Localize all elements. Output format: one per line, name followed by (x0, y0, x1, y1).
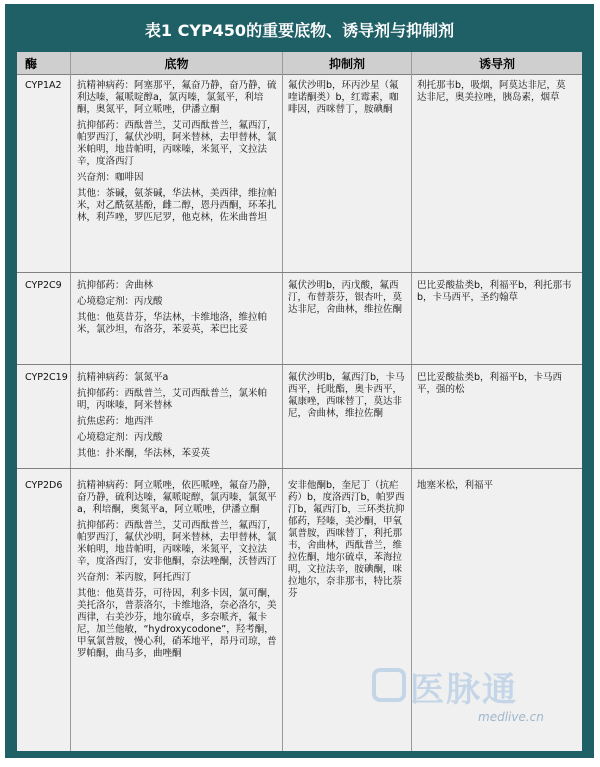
inhibitor-cell: 安非他酮b，奎尼丁（抗疟药）b，度洛西汀b，帕罗西汀b，氟西汀b，三环类抗抑郁药，羟嗪，美沙酮，甲氧氯普胺，西咪替丁，利托那韦，舍曲林，西酞普兰，维拉佐酮，地尔硫卓，苯海拉明，文拉法辛，胺碘酮，咪拉地尔，奈非那韦，特比萘芬 (288, 480, 405, 599)
enzyme-cyp2c9: CYP2C9 (25, 280, 62, 291)
substrate-group: 其他：他莫昔芬，华法林，卡维地洛，维拉帕米，氯沙坦，布洛芬，苯妥英，苯巴比妥 (77, 312, 268, 335)
col-divider (70, 52, 71, 751)
inducer-cell: 巴比妥酸盐类b，利福平b，利托那韦b，卡马西平，圣约翰草 (417, 280, 572, 303)
substrate-group: 其他：茶碱，氨茶碱，华法林，美西律，维拉帕米，对乙酰氨基酚，雌二醇，恩丹西酮，环苯扎林，利芦唑，罗匹尼罗，他克林，佐米曲普坦 (77, 188, 277, 223)
enzyme-cyp1a2: CYP1A2 (25, 80, 62, 91)
substrate-group: 抗抑郁药：西酞普兰，艾司西酞普兰，氟西汀，帕罗西汀，氟伏沙明，阿米替林，去甲替林，氯米帕明，地昔帕明，丙咪嗪，米氮平，文拉法辛，度洛西汀，安非他酮，奈法唑酮，沃替西汀 (77, 520, 277, 567)
substrate-group: 抗精神病药：阿立哌唑，依匹哌唑，氟奋乃静，奋乃静，硫利达嗪，氟哌啶醇，氯丙嗪，氯氮平a，利培酮，奥氮平a，阿立哌唑，伊潘立酮 (77, 480, 277, 515)
substrate-group: 抗精神病药：氯氮平a (77, 372, 169, 383)
substrate-cell (77, 80, 277, 228)
watermark-brand: 医脉通 (410, 670, 518, 710)
logo-icon (372, 668, 406, 702)
inhibitor-cell: 氟伏沙明b，丙戊酸，氟西汀，布替萘芬，银杏叶，莫达非尼，舍曲林，维拉佐酮 (288, 280, 403, 315)
substrate-group: 抗抑郁药：舍曲林 (77, 280, 154, 291)
substrate-group: 抗精神病药：阿塞那平，氟奋乃静，奋乃静，硫利达嗪，氟哌啶醇a，氯丙嗪，氯氮平，利培酮，奥氮平，阿立哌唑，伊潘立酮 (77, 80, 277, 115)
substrate-cell (77, 372, 277, 464)
substrate-cell (77, 280, 277, 340)
substrate-group: 抗焦虑药：地西泮 (77, 416, 154, 427)
substrate-group: 其他：他莫昔芬，可待因，利多卡因，氯可酮，美托洛尔，普萘洛尔，卡维地洛，奈必洛尔，美西律，右美沙芬，地尔硫卓，多奈哌齐，氟卡尼，加兰他敏，“hydroxycodone”，羟考酮，甲氧氯普胺，慢心利，硝苯地平，昂丹司琼，普罗帕酮，曲马多，曲唑酮 (77, 588, 277, 659)
header-inducer: 诱导剂 (478, 57, 515, 71)
substrate-group: 心境稳定剂：丙戊酸 (77, 296, 163, 307)
table-frame (5, 4, 594, 758)
col-divider (411, 52, 412, 751)
substrate-group: 抗抑郁药：西酞普兰，艾司西酞普兰，氯米帕明，丙咪嗪，阿米替林 (77, 388, 268, 411)
row-divider (17, 272, 582, 273)
header-enzyme: 酶 (25, 57, 38, 71)
inhibitor-cell: 氟伏沙明b，环丙沙星（氟喹诺酮类）b，红霉素，咖啡因，西咪替丁，胺碘酮 (288, 80, 399, 115)
substrate-group: 兴奋剂：咖啡因 (77, 172, 144, 183)
substrate-group: 其他：扑米酮，华法林，苯妥英 (77, 448, 211, 459)
enzyme-cyp2c19: CYP2C19 (25, 372, 68, 383)
substrate-cell (77, 480, 277, 664)
table-title: 表1 CYP450的重要底物、诱导剂与抑制剂 (144, 21, 455, 40)
header-inhibitor: 抑制剂 (328, 57, 365, 71)
inducer-cell: 利托那韦b，吸烟，阿莫达非尼，莫达非尼，奥美拉唑，胰岛素，烟草 (417, 80, 566, 103)
inducer-cell: 巴比妥酸盐类b，利福平b，卡马西平，强的松 (417, 372, 563, 395)
row-divider (17, 364, 582, 365)
col-inducer-bg (412, 52, 582, 751)
data-table (17, 52, 582, 751)
substrate-group: 兴奋剂：苯丙胺，阿托西汀 (77, 572, 192, 583)
header-substrate: 底物 (164, 57, 189, 71)
watermark-url: medlive.cn (478, 710, 544, 724)
col-enzyme-bg (17, 52, 70, 751)
watermark (370, 658, 560, 733)
substrate-group: 心境稳定剂：丙戊酸 (77, 432, 163, 443)
inducer-cell: 地塞米松，利福平 (417, 480, 494, 491)
inhibitor-cell: 氟伏沙明b，氟西汀b，卡马西平，托吡酯，奥卡西平，氟康唑，西咪替丁，莫达非尼，舍曲林，维拉佐酮 (288, 372, 405, 419)
substrate-group: 抗抑郁药：西酞普兰，艾司西酞普兰，氟西汀，帕罗西汀，氟伏沙明，阿米替林，去甲替林，氯米帕明，地昔帕明，丙咪嗪，米氮平，文拉法辛，度洛西汀 (77, 120, 277, 167)
enzyme-cyp2d6: CYP2D6 (25, 480, 63, 491)
row-divider (17, 468, 582, 469)
col-divider (282, 52, 283, 751)
